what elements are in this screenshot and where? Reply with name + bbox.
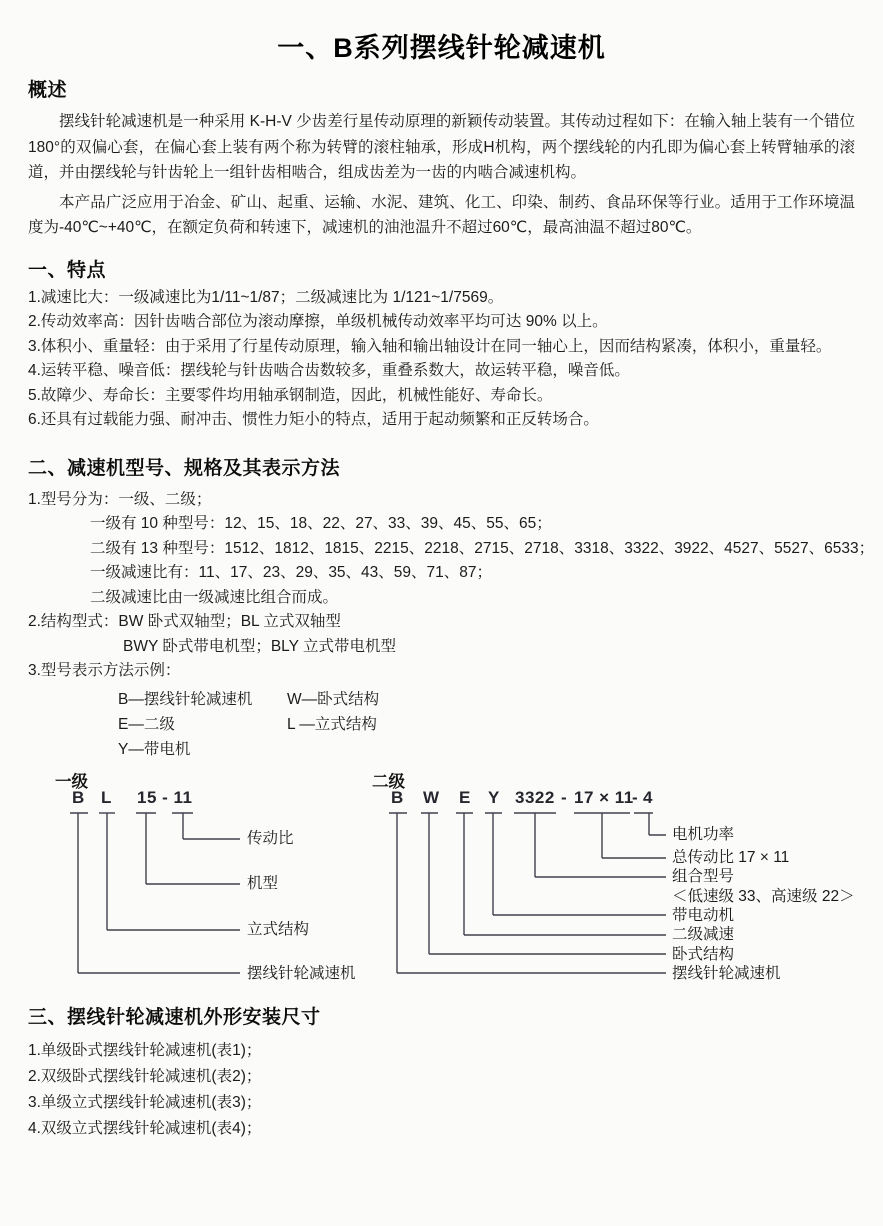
legend-row [28, 737, 855, 762]
dimension-item: 3.单级立式摆线针轮减速机(表3)； [28, 1093, 262, 1111]
legend-row [28, 687, 855, 712]
models-item-2: 2.结构型式：BW 卧式双轴型；BL 立式双轴型 [28, 613, 341, 630]
single-stage-label: 一级 [55, 772, 88, 791]
models-item-2-sub: BWY 卧式带电机型；BLY 立式带电机型 [123, 637, 397, 655]
models-item-3: 3.型号表示方法示例： [28, 662, 181, 679]
code-legend [28, 687, 855, 762]
double-label-total-ratio: 总传动比 17 × 11 [672, 848, 790, 866]
features-list [28, 286, 855, 433]
double-label-two-stage: 二级减速 [672, 925, 735, 943]
document-page [0, 26, 883, 1142]
dimension-item: 2.双级卧式摆线针轮减速机(表2)； [28, 1067, 262, 1085]
connector-lines [0, 762, 883, 992]
single-label-vertical: 立式结构 [247, 920, 310, 938]
dimension-item: 1.单级卧式摆线针轮减速机(表1)； [28, 1041, 262, 1059]
feature-item: 2.传动效率高：因针齿啮合部位为滚动摩擦，单级机械传动效率平均可达 90% 以上。 [28, 313, 608, 330]
double-code-e: E [459, 787, 471, 807]
double-stage-label: 二级 [372, 772, 405, 791]
double-code-model: 3322 [515, 787, 555, 807]
feature-item: 6.还具有过载能力强、耐冲击、惯性力矩小的特点，适用于起动频繁和正反转场合。 [28, 411, 599, 428]
dimension-item: 4.双级立式摆线针轮减速机(表4)； [28, 1119, 262, 1137]
double-code-y: Y [488, 787, 500, 807]
double-label-motor-power: 电机功率 [672, 825, 735, 843]
single-code-b: B [72, 787, 85, 807]
models-item-1: 1.型号分为：一级、二级； [28, 490, 212, 508]
feature-item: 5.故障少、寿命长：主要零件均用轴承钢制造，因此，机械性能好、寿命长。 [28, 386, 553, 404]
overview-paragraph-2: 本产品广泛应用于冶金、矿山、起重、运输、水泥、建筑、化工、印染、制药、食品环保等行业。适用于工作环境温度为-40℃~+40℃，在额定负荷和转速下，减速机的油池温升不超过60℃，最高油温不超过80℃。 [28, 193, 855, 236]
dimensions-heading: 三、摆线针轮减速机外形安装尺寸 [28, 1006, 321, 1028]
legend-entry: L —立式结构 [287, 715, 377, 733]
double-label-speed-note: ＜低速级 33、高速级 22＞ [672, 887, 855, 905]
double-code-dash: - [561, 787, 568, 807]
legend-entry: W—卧式结构 [287, 690, 380, 708]
features-heading: 一、特点 [28, 259, 107, 281]
legend-row [28, 712, 855, 737]
legend-entry: Y—带电机 [118, 740, 191, 758]
legend-entry: E—二级 [118, 715, 175, 733]
single-code-l: L [101, 787, 112, 807]
double-code-power: 4 [643, 787, 653, 807]
single-label-reducer: 摆线针轮减速机 [247, 964, 356, 982]
feature-item: 1.减速比大：一级减速比为1/11~1/87；二级减速比为 1/121~1/7569。 [28, 288, 504, 306]
page-title: 一、B系列摆线针轮减速机 [277, 33, 606, 63]
single-code-ratio: 15 - 11 [137, 787, 193, 807]
dimensions-section [28, 1002, 855, 1142]
double-label-horizontal: 卧式结构 [672, 945, 735, 963]
double-label-reducer: 摆线针轮减速机 [672, 964, 781, 982]
models-heading: 二、减速机型号、规格及其表示方法 [28, 457, 341, 479]
double-code-ratio: 17 × 11 [574, 787, 634, 807]
models-sub-item: 二级减速比由一级减速比组合而成。 [90, 588, 339, 606]
feature-item: 3.体积小、重量轻：由于采用了行星传动原理，输入轴和输出轴设计在同一轴心上，因而结构紧凑，体积小，重量轻。 [28, 337, 832, 355]
models-section [28, 453, 875, 762]
double-code-b: B [391, 787, 404, 807]
dimensions-list [28, 1038, 855, 1142]
models-sub-item: 一级减速比有：11、17、23、29、35、43、59、71、87； [90, 564, 493, 581]
model-notation-diagrams [0, 762, 883, 992]
single-label-model: 机型 [247, 874, 279, 892]
double-code-w: W [423, 787, 440, 807]
legend-entry: B—摆线针轮减速机 [118, 690, 253, 708]
overview-paragraph-1: 摆线针轮减速机是一种采用 K-H-V 少齿差行星传动原理的新颖传动装置。其传动过程如下：在输入轴上装有一个错位180°的双偏心套，在偏心套上装有两个称为转臂的滚柱轴承，形成H机构，两个摆线轮的内孔即为偏心套上转臂轴承的滚道，并由摆线轮与针齿轮上一组针齿相啮合，组成齿差为一齿的内啮合减速机构。 [28, 113, 855, 181]
double-label-combo-model: 组合型号 [672, 867, 735, 885]
models-sub-item: 一级有 10 种型号：12、15、18、22、27、33、39、45、55、65； [90, 515, 552, 532]
single-label-ratio: 传动比 [247, 829, 294, 847]
features-section [28, 255, 855, 433]
double-label-with-motor: 带电动机 [672, 906, 735, 924]
feature-item: 4.运转平稳、噪音低：摆线轮与针齿啮合齿数较多，重叠系数大，故运转平稳，噪音低。 [28, 362, 630, 379]
overview-section [28, 75, 855, 241]
overview-heading: 概述 [28, 80, 68, 101]
double-code-dash: - [632, 787, 639, 807]
models-sub-item: 二级有 13 种型号：1512、1812、1815、2215、2218、2715、2718、3318、3322、3922、4527、5527、6533； [90, 539, 875, 557]
